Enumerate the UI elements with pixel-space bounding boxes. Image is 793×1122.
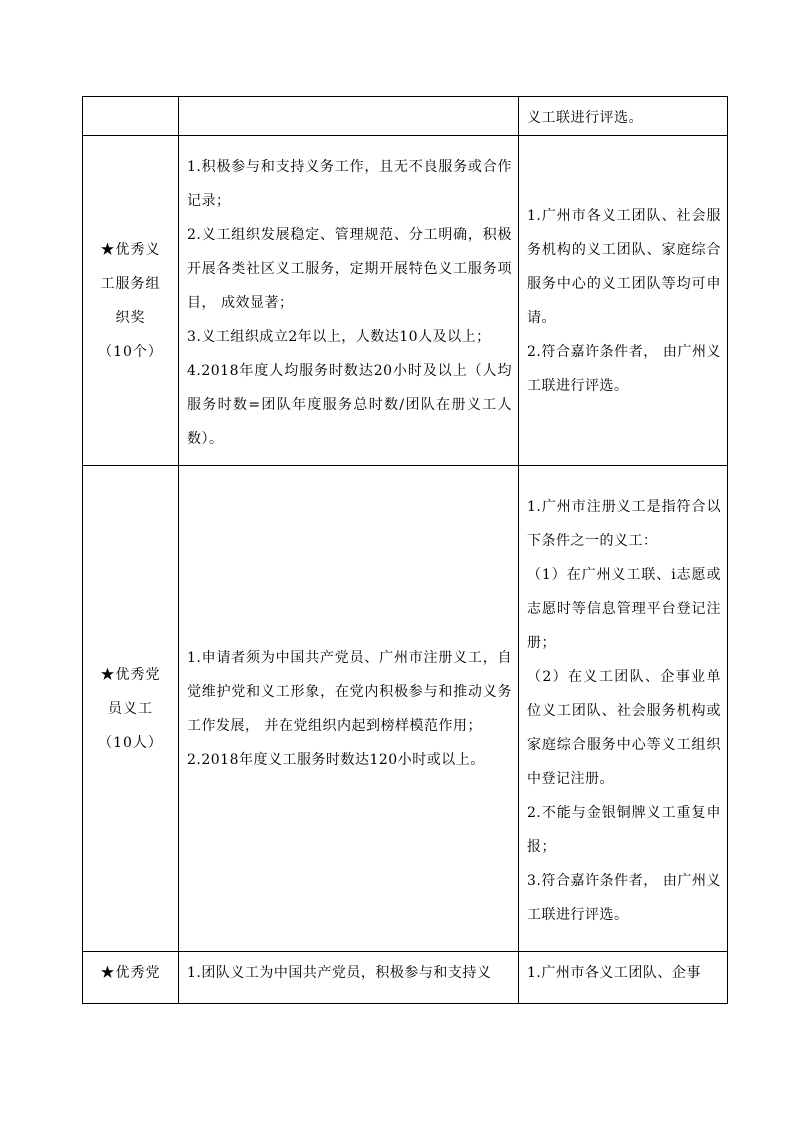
category-line: （10个） bbox=[98, 343, 163, 360]
condition-item: 1.申请者须为中国共产党员、广州市注册义工，自觉维护党和义工形象，在党内积极参与和推动义务工作发展， 并在党组织内起到榜样模范作用； bbox=[187, 649, 512, 734]
category-cell bbox=[83, 97, 179, 136]
category-line: ★优秀党 bbox=[100, 666, 161, 683]
table-row bbox=[83, 952, 728, 1004]
conditions-cell bbox=[179, 952, 519, 1004]
note-item: （1）在广州义工联、i志愿或志愿时等信息管理平台登记注册； bbox=[527, 566, 721, 651]
category-line: （10人） bbox=[98, 734, 163, 751]
condition-item: 1.团队义工为中国共产党员，积极参与和支持义 bbox=[187, 965, 492, 981]
notes-cell bbox=[519, 97, 728, 136]
notes-cell bbox=[519, 952, 728, 1004]
conditions-cell bbox=[179, 466, 519, 952]
table-row bbox=[83, 466, 728, 952]
note-item: 2.不能与金银铜牌义工重复申报； bbox=[527, 804, 721, 855]
table-row bbox=[83, 97, 728, 136]
condition-item: 2.2018年度义工服务时数达120小时或以上。 bbox=[187, 751, 485, 768]
category-line: 工服务组 bbox=[100, 275, 161, 292]
table-row bbox=[83, 136, 728, 466]
notes-cell bbox=[519, 136, 728, 466]
category-line: ★优秀党 bbox=[100, 965, 161, 981]
category-line: ★优秀义 bbox=[100, 241, 161, 258]
condition-item: 4.2018年度人均服务时数达20小时及以上（人均服务时数=团队年度服务总时数/团队在册义工人数）。 bbox=[187, 362, 512, 447]
category-cell bbox=[83, 136, 179, 466]
note-item: 1.广州市各义工团队、企事 bbox=[527, 965, 701, 981]
category-cell bbox=[83, 952, 179, 1004]
conditions-cell bbox=[179, 97, 519, 136]
category-line: 织奖 bbox=[115, 309, 146, 326]
note-item: 2.符合嘉许条件者， 由广州义工联进行评选。 bbox=[527, 343, 721, 394]
condition-item: 1.积极参与和支持义务工作，且无不良服务或合作记录； bbox=[187, 158, 512, 209]
note-item: 3.符合嘉许条件者， 由广州义工联进行评选。 bbox=[527, 872, 721, 923]
condition-item: 3.义工组织成立2年以上，人数达10人及以上； bbox=[187, 328, 491, 345]
note-text: 义工联进行评选。 bbox=[527, 110, 643, 126]
conditions-cell bbox=[179, 136, 519, 466]
condition-item: 2.义工组织发展稳定、管理规范、分工明确，积极开展各类社区义工服务，定期开展特色义工服务项目， 成效显著； bbox=[187, 226, 512, 311]
category-line: 员义工 bbox=[108, 700, 153, 717]
note-item: （2）在义工团队、企事业单位义工团队、社会服务机构或家庭综合服务中心等义工组织中登记注册。 bbox=[527, 668, 721, 787]
note-item: 1.广州市各义工团队、社会服务机构的义工团队、家庭综合服务中心的义工团队等均可申请。 bbox=[527, 207, 721, 326]
note-item: 1.广州市注册义工是指符合以下条件之一的义工： bbox=[527, 498, 721, 549]
award-criteria-table bbox=[82, 96, 728, 1004]
notes-cell bbox=[519, 466, 728, 952]
category-cell bbox=[83, 466, 179, 952]
